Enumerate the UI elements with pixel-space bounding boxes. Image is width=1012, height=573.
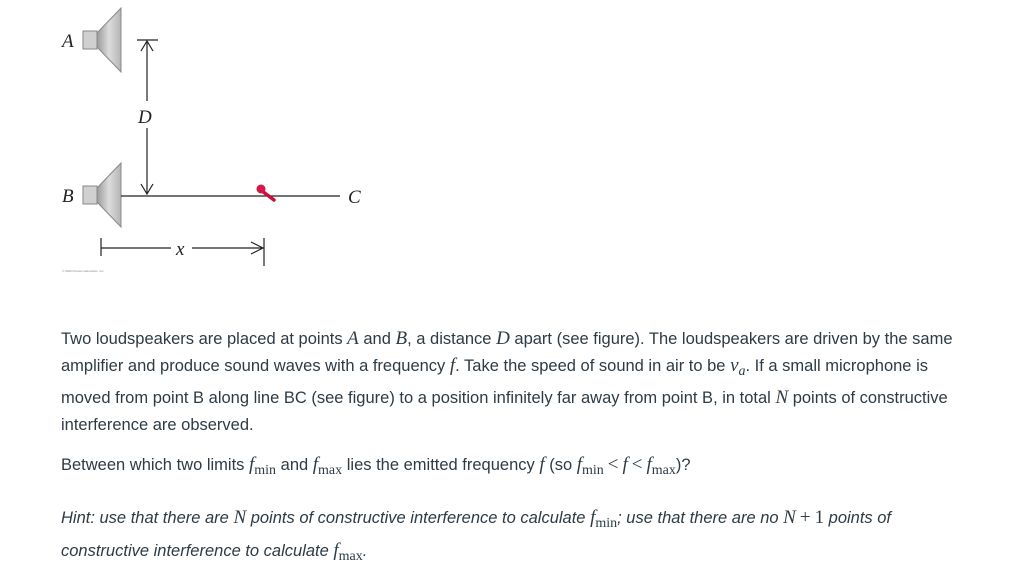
copyright-text: © 2020 Pearson Education, Inc. bbox=[62, 269, 105, 273]
math-less-than: < bbox=[631, 454, 643, 475]
math-ineq-fmax: f bbox=[646, 454, 652, 475]
math-fmin-sub: min bbox=[595, 516, 618, 531]
math-f: f bbox=[449, 354, 456, 376]
text-run: Two loudspeakers are placed at points bbox=[61, 330, 348, 348]
math-n: N bbox=[233, 507, 247, 528]
math-fmin: f bbox=[590, 507, 596, 528]
math-fmax: f bbox=[333, 539, 339, 561]
math-n: N bbox=[775, 387, 789, 408]
text-run: . If a small microphone is moved from point B along line BC (see figure) to a position infinitely far away from point B, in total bbox=[61, 356, 928, 407]
math-fmax-sub: max bbox=[318, 463, 343, 478]
math-v-sub: a bbox=[738, 363, 746, 379]
text-run: points of constructive interference are observed. bbox=[61, 389, 948, 434]
text-run: ; use that there are no bbox=[617, 509, 784, 527]
text-run: and bbox=[358, 330, 396, 348]
label-a: A bbox=[62, 31, 74, 52]
math-less-than: < bbox=[607, 454, 619, 475]
math-ineq-fmin: f bbox=[576, 454, 582, 475]
problem-paragraph bbox=[61, 326, 961, 438]
text-run: Hint: use that there are bbox=[61, 509, 234, 527]
math-v: v bbox=[730, 354, 739, 376]
math-fmin-sub: min bbox=[254, 463, 277, 478]
text-run: and bbox=[276, 456, 313, 474]
text-run: Between which two limits bbox=[61, 456, 249, 474]
math-ineq-f: f bbox=[622, 454, 628, 475]
question-paragraph bbox=[61, 452, 961, 485]
label-b: B bbox=[62, 186, 74, 207]
math-f: f bbox=[539, 454, 545, 475]
text-run: points of constructive interference to calculate bbox=[246, 509, 591, 527]
text-run: lies the emitted frequency bbox=[342, 456, 540, 474]
hint-paragraph bbox=[61, 505, 961, 570]
text-run: , a distance bbox=[407, 330, 497, 348]
math-plus: + bbox=[799, 507, 811, 528]
figure-loudspeakers bbox=[0, 0, 420, 290]
math-d: D bbox=[496, 328, 510, 349]
math-ineq-fmax-sub: max bbox=[651, 463, 676, 478]
math-a: A bbox=[347, 328, 359, 349]
math-n: N bbox=[783, 507, 796, 528]
label-x: x bbox=[176, 239, 185, 260]
math-ineq-fmin-sub: min bbox=[582, 463, 604, 478]
text-run: apart (see figure). The loudspeakers are driven by the same amplifier and produce sound waves with a frequency bbox=[61, 330, 953, 375]
text-run: . bbox=[362, 541, 368, 560]
label-d: D bbox=[138, 107, 152, 128]
speaker-a bbox=[83, 8, 121, 72]
label-c: C bbox=[348, 187, 361, 208]
text-run: (so bbox=[544, 456, 577, 474]
speaker-b bbox=[83, 163, 121, 227]
text-run: )? bbox=[675, 456, 691, 474]
math-fmax: f bbox=[312, 454, 319, 475]
math-fmin: f bbox=[249, 454, 255, 475]
microphone-icon bbox=[257, 185, 275, 201]
math-b: B bbox=[395, 328, 408, 349]
text-run: . Take the speed of sound in air to be bbox=[455, 356, 731, 375]
math-fmax-sub: max bbox=[338, 548, 363, 564]
text-run: points of constructive interference to calculate bbox=[61, 509, 892, 560]
math-one: 1 bbox=[814, 507, 825, 528]
